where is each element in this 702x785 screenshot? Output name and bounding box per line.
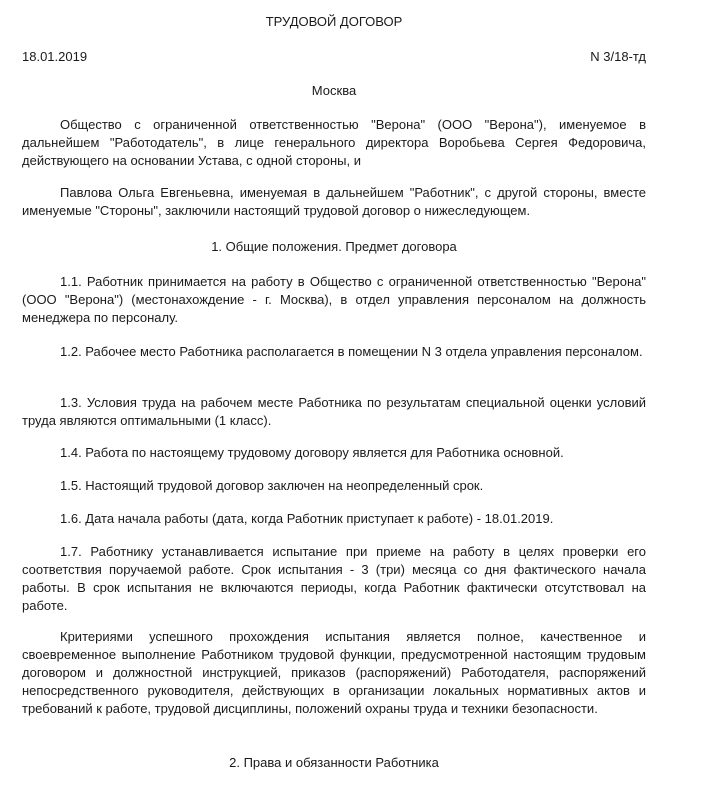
clause-1-4: 1.4. Работа по настоящему трудовому договору является для Работника основной.	[60, 445, 564, 460]
clause-1-6: 1.6. Дата начала работы (дата, когда Работник приступает к работе) - 18.01.2019.	[60, 511, 554, 526]
section-1-heading: 1. Общие положения. Предмет договора	[211, 239, 457, 254]
clause-1-1: 1.1. Работник принимается на работу в Общество с ограниченной ответственностью "Верона" (ООО "Верона") (местонахождение - г. Москва), в отдел управления персоналом на должность менеджера по персоналу.	[22, 274, 646, 325]
clause-1-5: 1.5. Настоящий трудовой договор заключен на неопределенный срок.	[60, 478, 484, 493]
contract-number: N 3/18-тд	[590, 49, 646, 64]
clause-1-2: 1.2. Рабочее место Работника располагается в помещении N 3 отдела управления персоналом.	[60, 344, 643, 359]
intro-employee-paragraph: Павлова Ольга Евгеньевна, именуемая в дальнейшем "Работник", с другой стороны, вместе именуемые "Стороны", заключили настоящий трудовой договор о нижеследующем.	[22, 185, 646, 218]
clause-1-7: 1.7. Работнику устанавливается испытание при приеме на работу в целях проверки его соответствия поручаемой работе. Срок испытания - 3 (три) месяца со дня фактического начала работы. В срок испытания не включаются периоды, когда Работник фактически отсутствовал на работе.	[22, 544, 646, 613]
clause-1-3: 1.3. Условия труда на рабочем месте Работника по результатам специальной оценки условий труда являются оптимальными (1 класс).	[22, 395, 646, 428]
document-title: ТРУДОВОЙ ДОГОВОР	[265, 14, 403, 29]
contract-city: Москва	[311, 83, 357, 98]
probation-criteria-paragraph: Критериями успешного прохождения испытания является полное, качественное и своевременное выполнение Работником трудовой функции, предусмотренной настоящим трудовым договором и должностной инструкцией, приказов (распоряжений) Работодателя, распоряжений непосредственного руководителя, действующих в организации локальных нормативных актов и требований к работе, трудовой дисциплины, положений охраны труда и техники безопасности.	[22, 629, 646, 716]
section-2-heading: 2. Права и обязанности Работника	[229, 755, 439, 770]
intro-employer-paragraph: Общество с ограниченной ответственностью "Верона" (ООО "Верона"), именуемое в дальнейшем "Работодатель", в лице генерального директора Воробьева Сергея Федоровича, действующего на основании Устава, с одной стороны, и	[22, 117, 646, 168]
contract-date: 18.01.2019	[22, 49, 88, 64]
